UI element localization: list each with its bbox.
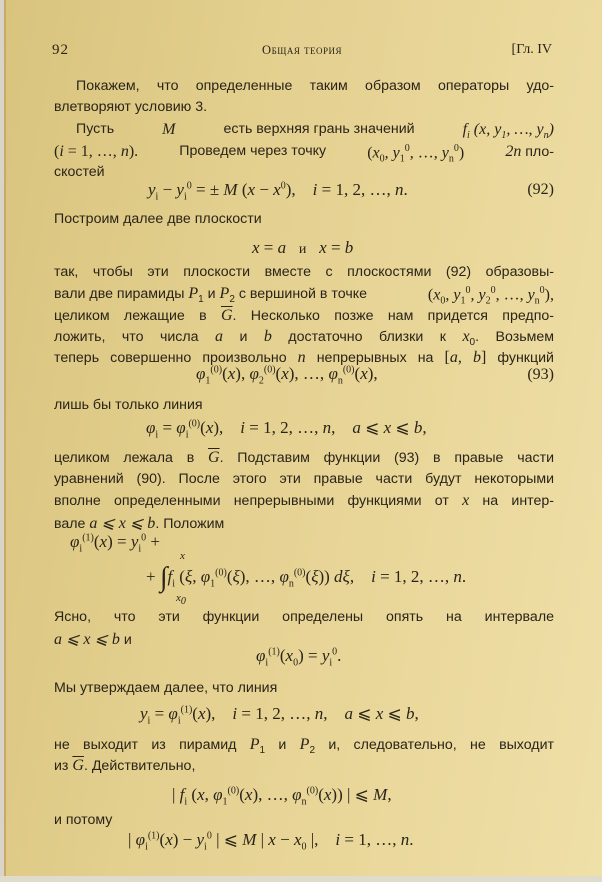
math-range: (i = 1, …, n). [54, 143, 139, 160]
running-header [52, 42, 552, 62]
math-vertex: ($x_0$, $y_1^0$, $y_2^0$, …, $y_n^0$), [427, 285, 554, 307]
math-f: $f_i$ (x, $y_1$, …, $y_n$) [462, 121, 554, 142]
paragraph-6-line-1: целиком лежала в $\overline{G}$. Подставим функции (93) в правые части [54, 449, 555, 466]
equation-final: | $\varphi_i^{(1)}(x) - y_i^0$ | ⩽ M | $x - x_0$ |, i = 1, …, n. [128, 830, 414, 853]
equation-iteration-line-1: $\varphi_i^{(1)}(x) = y_i^0$ + [70, 532, 160, 555]
paragraph-2-line-3: скостей [54, 164, 105, 180]
paragraph-6-line-4: вале a ⩽ x ⩽ b. Положим [54, 515, 225, 532]
paragraph-4-line-4: ложить, что числа a и b достаточно близки к $x_0$. Возьмем [54, 328, 554, 348]
running-title: Общая теория [262, 43, 342, 57]
text: Проведем через точку [179, 143, 327, 159]
paragraph-1-line-1: Покажем, что определенные таким образом операторы удо- [76, 78, 554, 94]
paragraph-5: лишь бы только линия [54, 397, 203, 413]
text: Пусть [76, 121, 115, 137]
equation-number-93: (93) [527, 366, 554, 383]
paragraph-8: Мы утверждаем далее, что линия [54, 680, 278, 696]
scan-bottom-edge [0, 876, 602, 882]
text: 2n пло- [505, 143, 554, 160]
equation-number-92: (92) [527, 181, 554, 198]
math-point: ($x_0$, $y_1^0$, …, $y_n^0$) [367, 143, 465, 165]
text: есть верхняя грань значений [223, 121, 415, 137]
paragraph-3: Построим далее две плоскости [54, 211, 262, 227]
equation-92: $y_i - y_i^0$ = ± M $(x - x^0)$, i = 1, 2, …, n. [148, 180, 408, 203]
chapter-label: [Гл. IV [511, 42, 552, 57]
paragraph-6-line-3: вполне определенными непрерывными функциями от x на интер- [54, 492, 554, 509]
paragraph-4-line-1: так, чтобы эти плоскости вместе с плоскостями (92) образовы- [54, 264, 554, 280]
math-M: M [162, 121, 176, 138]
paragraph-4-line-2: вали две пирамиды $P_1$ и $P_2$ с вершиной в точке ($x_0$, $y_1^0$, $y_2^0$, …, $y_n^0$), [54, 285, 554, 307]
integral-lower-limit: $x_0$ [176, 592, 186, 608]
paragraph-1-line-2: влетворяют условию 3. [54, 99, 208, 115]
paragraph-4-line-3: целиком лежащие в $\overline{G}$. Несколько позже нам придется предпо- [54, 307, 555, 324]
paragraph-2-line-2 [54, 143, 554, 165]
paragraph-2-line-1 [54, 121, 554, 141]
paragraph-6-line-2: уравнений (90). После этого эти правые части будут некоторыми [54, 471, 554, 487]
equation-iteration-line-2: + $\int f_i$ (ξ, $\varphi_1^{(0)}(\xi)$, …, $\varphi_n^{(0)}(\xi)$) dξ, i = 1, 2, …, n. [146, 562, 467, 593]
equation-initial: $\varphi_i^{(1)}(x_0) = y_i^0$. [256, 646, 342, 669]
paragraph-7-line-2: a ⩽ x ⩽ b и [54, 631, 132, 648]
equation-planes: x = a и x = b [252, 238, 354, 257]
paragraph-10: и потому [54, 812, 113, 828]
integral-upper-limit: x [180, 550, 185, 562]
paragraph-9-line-2: из $\overline{G}$. Действительно, [54, 757, 196, 774]
paragraph-7-line-1: Ясно, что эти функции определены опять на интервале [54, 609, 554, 625]
paragraph-9-line-1: не выходит из пирамид $P_1$ и $P_2$ и, следовательно, не выходит [54, 736, 555, 756]
paragraph-4-line-5: теперь совершенно произвольно n непрерывных на [a, b] функций [54, 349, 554, 366]
equation-bound: | $f_i$ (x, $\varphi_1^{(0)}(x)$, …, $\varphi_n^{(0)}(x)$) | ⩽ M, [172, 785, 392, 808]
page-number: 92 [52, 42, 69, 58]
equation-line-zero: $\varphi_i = \varphi_i^{(0)}(x)$, i = 1, 2, …, n, a ⩽ x ⩽ b, [146, 418, 427, 441]
equation-93: $\varphi_1^{(0)}(x)$, $\varphi_2^{(0)}(x)$, …, $\varphi_n^{(0)}(x)$, [196, 364, 378, 387]
equation-line-one: $y_i = \varphi_i^{(1)}(x)$, i = 1, 2, …, n, a ⩽ x ⩽ b, [140, 704, 419, 727]
